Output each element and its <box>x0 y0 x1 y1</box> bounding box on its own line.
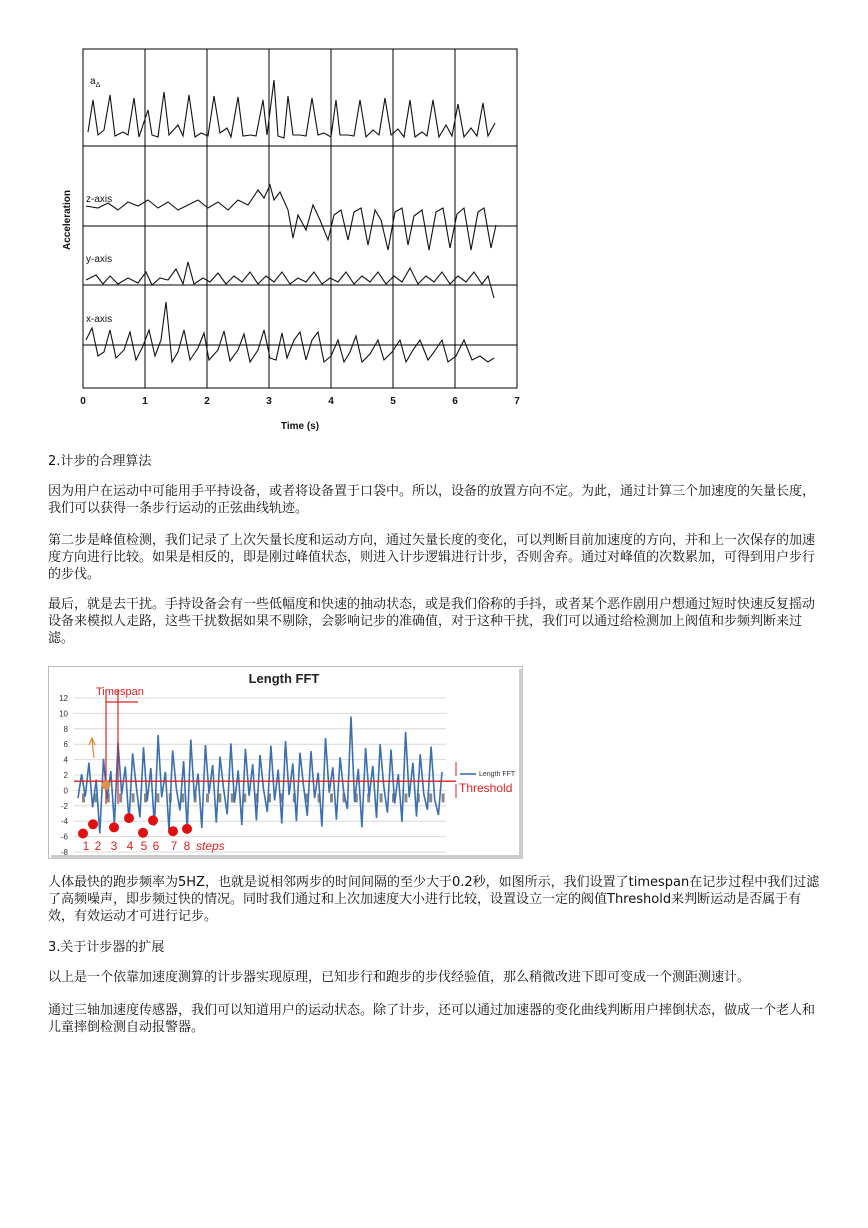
step-number: 6 <box>152 839 160 853</box>
x-tick-mark <box>218 793 221 802</box>
step-number: 8 <box>183 839 191 853</box>
x-tick: 0 <box>80 396 86 407</box>
y-tick-label: 2 <box>63 771 68 780</box>
y-tick-label: 10 <box>59 709 68 719</box>
step-number: 7 <box>170 839 178 853</box>
step-marker <box>88 819 98 829</box>
x-tick: 7 <box>514 396 520 407</box>
y-tick-label: 12 <box>59 694 68 703</box>
x-tick-mark <box>119 793 122 802</box>
section-2-paragraph-3: 最后，就是去干扰。手持设备会有一些低幅度和快速的抽动状态，或是我们俗称的手抖，或者某个恶作剧用户想通过短时快速反复摇动设备来模拟人走路，这些干扰数据如果不剔除，会影响记步的准确值，对于这种干扰，我们可以通过给检测加上阀值和步频判断来过滤。 <box>48 597 816 646</box>
y-tick-label: -6 <box>60 832 68 842</box>
step-number: 1 <box>82 839 90 853</box>
x-tick: 5 <box>390 396 396 407</box>
step-marker <box>148 815 158 825</box>
length-fft-chart <box>48 666 524 860</box>
trace-x-axis <box>86 302 494 362</box>
x-tick-mark <box>429 793 432 802</box>
x-tick: 1 <box>142 396 148 407</box>
section-3-heading: 3.关于计步器的扩展 <box>48 940 165 955</box>
step-number: 3 <box>110 839 118 853</box>
x-tick-mark <box>132 793 135 802</box>
peak-marker <box>102 781 111 790</box>
step-marker <box>182 824 192 834</box>
section-3-paragraph-2: 通过三轴加速度传感器，我们可以知道用户的运动状态。除了计步，还可以通过加速器的变化曲线判断用户摔倒状态，做成一个老人和儿童摔倒检测自动报警器。 <box>48 1003 816 1035</box>
x-tick: 2 <box>204 396 210 407</box>
accel-x-ticks <box>80 396 520 407</box>
steps-label: steps <box>196 839 225 853</box>
x-tick-mark <box>206 793 209 802</box>
trace-label-x-axis: x-axis <box>86 314 113 325</box>
section-2-paragraph-2: 第二步是峰值检测，我们记录了上次矢量长度和运动方向，通过矢量长度的变化，可以判断目前加速度的方向，并和上一次保存的加速度方向进行比较。如果是相反的，即是刚过峰值状态，则进入计步逻辑进行计步，否则舍弃。通过对峰值的次数累加，可得到用户步行的步伐。 <box>48 533 816 582</box>
trace-z-axis <box>86 185 496 250</box>
x-tick: 6 <box>452 396 458 407</box>
legend-label: Length FFT <box>479 771 516 778</box>
step-marker <box>124 813 134 823</box>
accel-traces <box>86 80 496 362</box>
trace-y-axis <box>86 262 494 298</box>
step-marker <box>138 828 148 838</box>
y-tick-label: 0 <box>63 786 68 796</box>
x-tick-mark <box>442 793 445 802</box>
fft-explanation-paragraph: 人体最快的跑步频率为5HZ，也就是说相邻两步的时间间隔的至少大于0.2秒，如图所示，我们设置了timespan在记步过程中我们过滤了高频噪声，即步频过快的情况。同时我们通过和上次加速度大小进行比较，设置设立一定的阀值Threshold来判断运动是否属于有效，有效运动才可进行记步。 <box>48 875 820 924</box>
accel-x-axis-label: Time (s) <box>280 421 320 432</box>
trace-label-z-axis: z-axis <box>86 194 113 205</box>
y-tick-label: -4 <box>60 817 68 827</box>
chart-title: Length FFT <box>248 671 320 686</box>
x-tick: 4 <box>328 396 334 407</box>
x-tick-mark <box>404 793 407 802</box>
acceleration-figure <box>48 40 528 435</box>
step-marker <box>168 826 178 836</box>
threshold-label: Threshold <box>459 781 513 795</box>
y-tick-label: 4 <box>63 755 68 765</box>
step-number: 5 <box>140 839 148 853</box>
step-marker <box>78 829 88 839</box>
x-tick-mark <box>380 793 383 802</box>
y-tick-label: -8 <box>60 848 68 857</box>
trace-label-magnitude: $a_\Delta$ <box>90 76 101 89</box>
section-3-paragraph-1: 以上是一个依靠加速度测算的计步器实现原理，已知步行和跑步的步伐经验值，那么稍微改进下即可变成一个测距测速计。 <box>48 970 751 985</box>
step-number: 2 <box>94 839 102 853</box>
y-tick-label: 6 <box>63 740 68 750</box>
trace-magnitude <box>88 80 495 138</box>
timespan-label: Timespan <box>96 686 144 698</box>
step-number: 4 <box>126 839 134 853</box>
trace-label-y-axis: y-axis <box>86 254 113 265</box>
x-tick-mark <box>330 793 333 802</box>
step-marker <box>109 822 119 832</box>
x-tick-mark <box>156 793 159 802</box>
x-tick: 3 <box>266 396 272 407</box>
section-2-paragraph-1: 因为用户在运动中可能用手平持设备，或者将设备置于口袋中。所以，设备的放置方向不定。为此，通过计算三个加速度的矢量长度，我们可以获得一条步行运动的正弦曲线轨迹。 <box>48 484 816 516</box>
y-tick-label: 8 <box>63 724 68 734</box>
accel-y-axis-label: Acceleration <box>62 189 73 251</box>
section-2-heading: 2.计步的合理算法 <box>48 454 152 469</box>
y-tick-label: -2 <box>60 801 68 811</box>
